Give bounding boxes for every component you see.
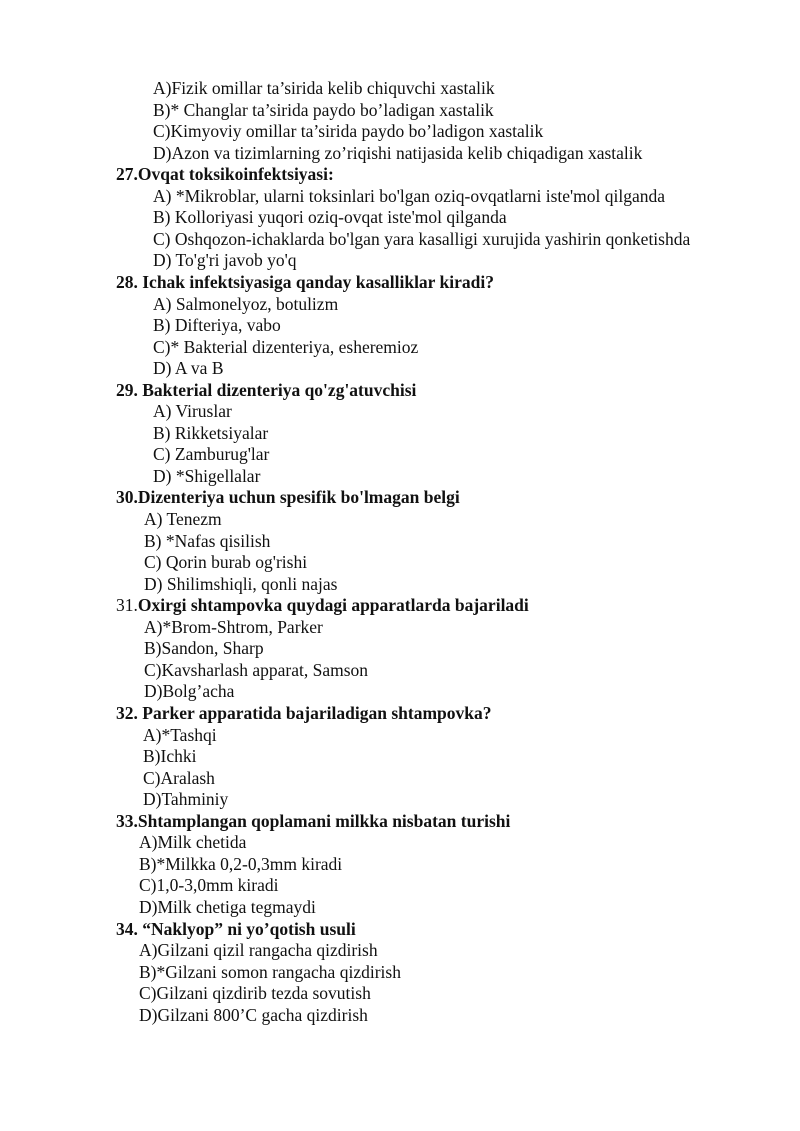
question-heading: 28. Ichak infektsiyasiga qanday kasalliklar kiradi? xyxy=(116,272,494,292)
question-heading: 29. Bakterial dizenteriya qo'zg'atuvchisi xyxy=(116,379,417,400)
answer-option: D) A va B xyxy=(153,358,224,379)
question-text: Oxirgi shtampovka quydagi apparatlarda bajariladi xyxy=(137,595,529,616)
answer-option: B)*Milkka 0,2-0,3mm kiradi xyxy=(139,853,343,874)
answer-option: C)Kavsharlash apparat, Samson xyxy=(144,659,369,680)
answer-option: C)* Bakterial dizenteriya, esheremioz xyxy=(153,336,419,357)
answer-option: A)*Tashqi xyxy=(143,724,217,745)
answer-option: A)Milk chetida xyxy=(139,832,247,853)
answer-option: B) Difteriya, vabo xyxy=(153,315,281,336)
answer-option: A)Fizik omillar ta’sirida kelib chiquvchi xastalik xyxy=(153,78,495,98)
question-heading xyxy=(116,595,529,616)
question-heading: 34. “Naklyop” ni yo’qotish usuli xyxy=(116,918,356,939)
answer-option: C)Kimyoviy omillar ta’sirida paydo bo’ladigon xastalik xyxy=(153,121,544,142)
question-heading: 33.Shtamplangan qoplamani milkka nisbatan turishi xyxy=(116,810,511,831)
answer-option: C)Aralash xyxy=(143,767,215,788)
answer-option: D) Shilimshiqli, qonli najas xyxy=(144,573,338,594)
question-heading: 30.Dizenteriya uchun spesifik bo'lmagan belgi xyxy=(116,487,460,508)
answer-option: D)Bolg’acha xyxy=(144,681,235,702)
answer-option: B)*Gilzani somon rangacha qizdirish xyxy=(139,961,401,982)
answer-option: B) Kolloriyasi yuqori oziq-ovqat iste'mol qilganda xyxy=(153,207,507,228)
answer-option: A)*Brom-Shtrom, Parker xyxy=(144,616,323,637)
answer-option: C) Zamburug'lar xyxy=(153,444,270,465)
answer-option: D)Tahminiy xyxy=(143,789,229,810)
answer-option: C) Qorin burab og'rishi xyxy=(144,552,308,573)
answer-option: D)Gilzani 800’C gacha qizdirish xyxy=(139,1004,368,1025)
question-heading: 27.Ovqat toksikoinfektsiyasi: xyxy=(116,164,334,185)
answer-option: B)* Changlar ta’sirida paydo bo’ladigan xastalik xyxy=(153,99,494,120)
answer-option: A) Tenezm xyxy=(144,509,222,529)
answer-option: A) *Mikroblar, ularni toksinlari bo'lgan oziq-ovqatlarni iste'mol qilganda xyxy=(153,185,666,206)
answer-option: C)1,0-3,0mm kiradi xyxy=(139,875,279,896)
question-heading: 32. Parker apparatida bajariladigan shtampovka? xyxy=(116,703,492,723)
question-number: 31. xyxy=(116,595,138,616)
answer-option: A)Gilzani qizil rangacha qizdirish xyxy=(139,940,378,960)
answer-option: A) Salmonelyoz, botulizm xyxy=(153,293,339,314)
answer-option: D) To'g'ri javob yo'q xyxy=(153,250,297,271)
answer-option: D)Azon va tizimlarning zo’riqishi natijasida kelib chiqadigan xastalik xyxy=(153,142,643,163)
answer-option: D)Milk chetiga tegmaydi xyxy=(139,896,316,917)
answer-option: C)Gilzani qizdirib tezda sovutish xyxy=(139,983,371,1004)
answer-option: C) Oshqozon-ichaklarda bo'lgan yara kasalligi xurujida yashirin qonketishda xyxy=(153,228,691,249)
answer-option: A) Viruslar xyxy=(153,401,232,422)
answer-option: D) *Shigellalar xyxy=(153,465,261,486)
answer-option: B)Ichki xyxy=(143,746,197,767)
answer-option: B) Rikketsiyalar xyxy=(153,422,269,443)
answer-option: B)Sandon, Sharp xyxy=(144,638,264,659)
answer-option: B) *Nafas qisilish xyxy=(144,530,271,551)
